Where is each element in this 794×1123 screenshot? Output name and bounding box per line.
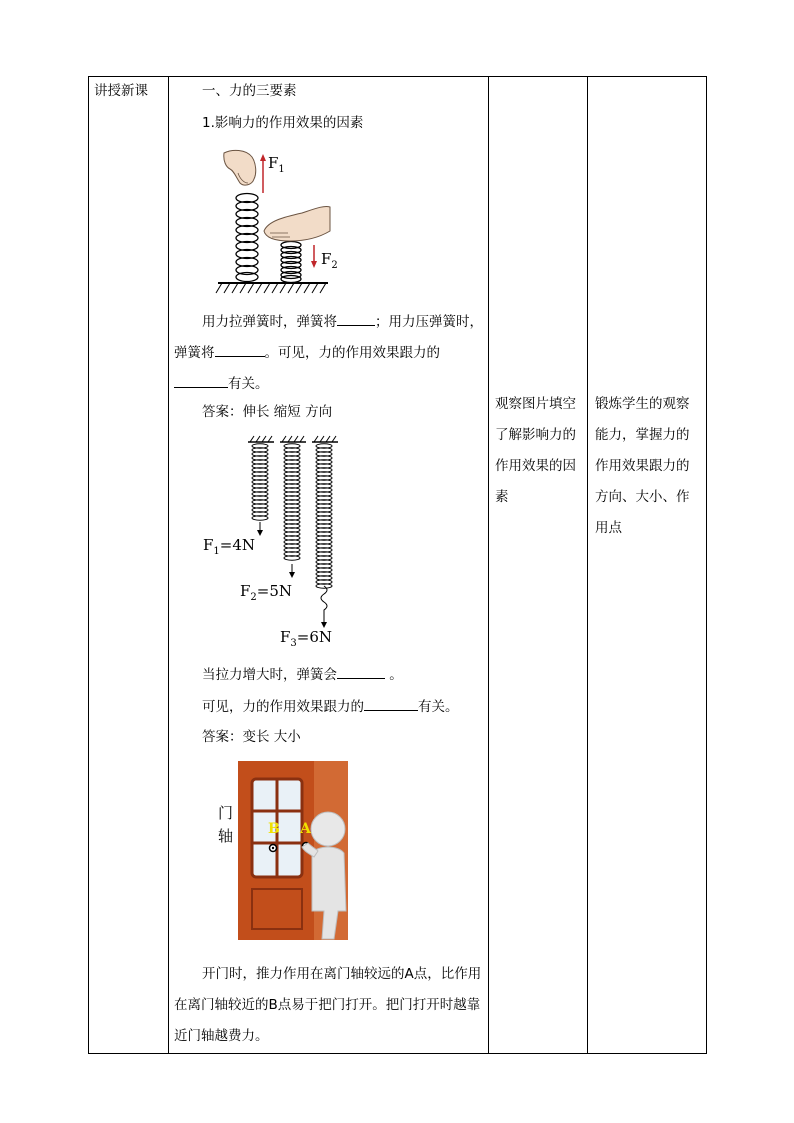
door-figure: [238, 761, 350, 941]
f3-value-label: $F_3=6N$: [280, 628, 333, 649]
f1-value-label: $F_1=4N$: [203, 536, 256, 557]
answer-blank: [337, 313, 375, 326]
answer-1: 答案：伸长 缩短 方向: [202, 404, 333, 420]
question-1: 用力拉弹簧时，弹簧将 ；用力压弹簧时， 弹簧将 。可见，力的作用效果跟力的 有关。: [174, 314, 483, 392]
f2-value-label: $F_2=5N$: [240, 582, 293, 603]
answer-blank: [174, 375, 228, 388]
conclusion-paragraph: 开门时，推力作用在离门轴较远的A点，比作用在离门轴较近的B点易于把门打开。把门打开时越靠近门轴越费力。: [174, 966, 482, 1044]
answer-blank: [337, 666, 385, 679]
design-intent: 锻炼学生的观察能力，掌握力的作用效果跟力的方向、大小、作用点: [595, 396, 690, 536]
door-axis-char-1: 门: [218, 804, 234, 822]
f1-label: $F_1$: [268, 154, 285, 175]
question-2-line-1: 当拉力增大时，弹簧会 。: [202, 667, 403, 683]
f2-label: $F_2$: [321, 250, 338, 271]
question-2-line-2: 可见，力的作用效果跟力的 有关。: [202, 699, 459, 715]
lesson-table: [88, 76, 707, 1054]
hanging-springs-figure: [240, 436, 350, 636]
answer-2: 答案：变长 大小: [202, 729, 301, 745]
column-divider: [587, 77, 588, 1053]
point-b-label: B: [268, 821, 280, 837]
column-divider: [168, 77, 169, 1053]
sub-title: 1.影响力的作用效果的因素: [202, 115, 364, 131]
answer-blank: [364, 698, 418, 711]
column-divider: [488, 77, 489, 1053]
row-header: 讲授新课: [94, 83, 148, 99]
spring-tail: [321, 586, 327, 614]
section-title: 一、力的三要素: [202, 83, 297, 99]
door-axis-char-2: 轴: [218, 827, 234, 845]
point-a-label: A: [300, 821, 311, 837]
student-activity: 观察图片填空了解影响力的作用效果的因素: [495, 396, 576, 505]
answer-blank: [215, 344, 265, 357]
